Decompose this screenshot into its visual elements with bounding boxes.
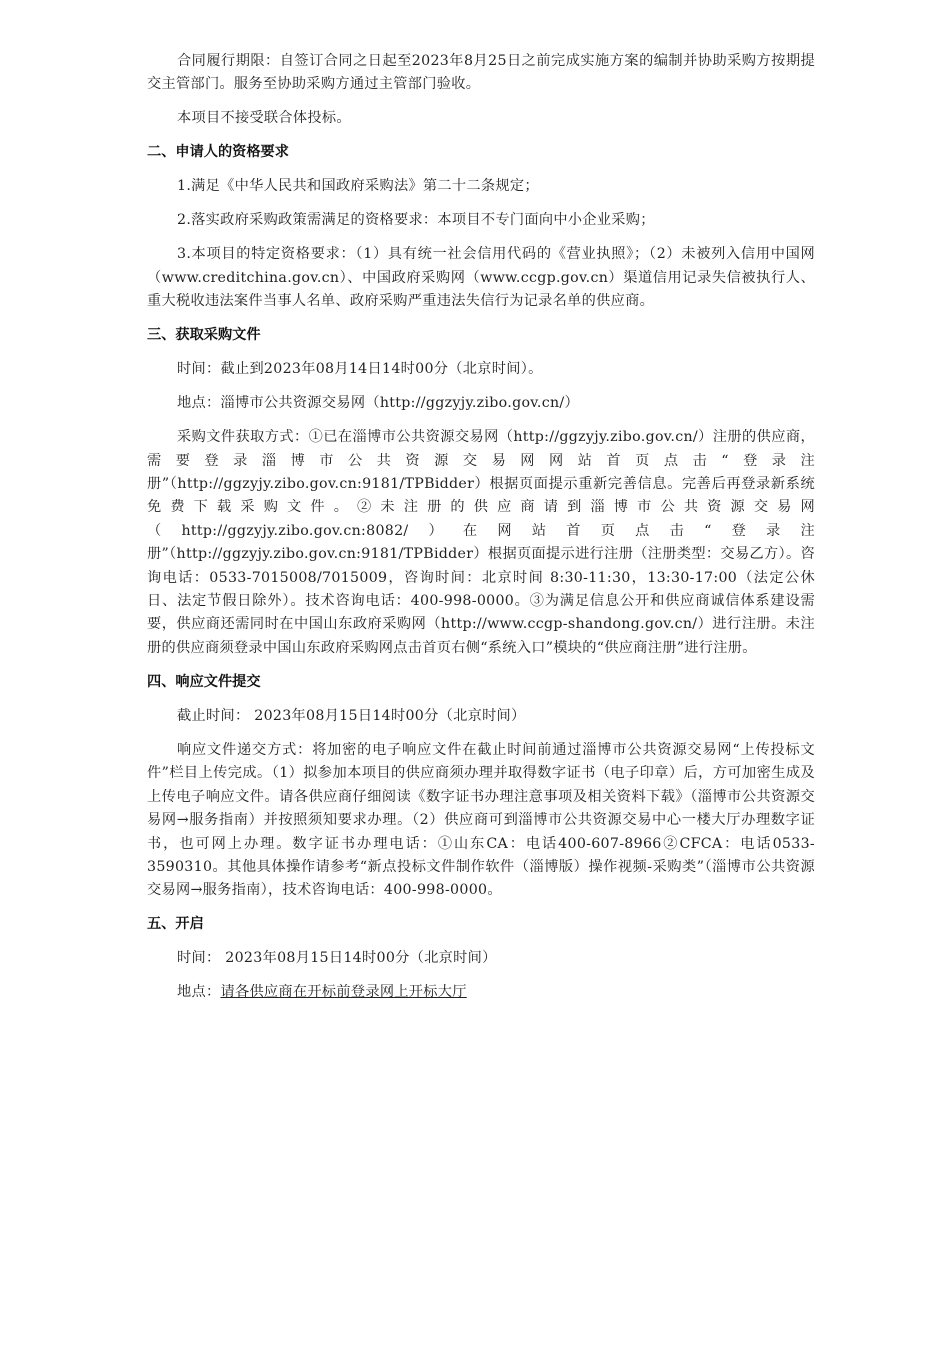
- section2-heading: 二、申请人的资格要求: [147, 144, 289, 161]
- submission-method: 响应文件递交方式：将加密的电子响应文件在截止时间前通过淄博市公共资源交易网“上传投标文件”栏目上传完成。（1）拟参加本项目的供应商须办理并取得数字证书（电子印章）后，方可加密生成及上传电子响应文件。请各供应商仔细阅读《数字证书办理注意事项及相关资料下载》（淄博市公共资源交易网→服务指南）并按照须知要求办理。（2）供应商可到淄博市公共资源交易中心一楼大厅办理数字证书，也可网上办理。数字证书办理电话：①山东CA：电话400-607-8966②CFCA：电话0533-3590310。其他具体操作请参考“新点投标文件制作软件（淄博版）操作视频-采购类”（淄博市公共资源交易网→服务指南），技术咨询电话：400-998-0000。: [147, 741, 815, 899]
- qualification-item-2: 2.落实政府采购政策需满足的资格要求：本项目不专门面向中小企业采购；: [177, 212, 655, 229]
- acquire-method: 采购文件获取方式：①已在淄博市公共资源交易网（http://ggzyjy.zibo.gov.cn/）注册的供应商，需要登录淄博市公共资源交易网网站首页点击“登录注册”（http://ggzyjy.zibo.gov.cn:9181/TPBidder）根据页面提示重新完善信息。完善后再登录新系统免费下载采购文件。②未注册的供应商请到淄博市公共资源交易网（http://ggzyjy.zibo.gov.cn:8082/）在网站首页点击“登录注册”（http://ggzyjy.zibo.gov.cn:9181/TPBidder）根据页面提示进行注册（注册类型：交易乙方）。咨询电话：0533-7015008/7015009，咨询时间：北京时间 8:30-11:30，13:30-17:00（法定公休日、法定节假日除外）。技术咨询电话：400-998-0000。③为满足信息公开和供应商诚信体系建设需要，供应商还需同时在中国山东政府采购网（http://www.ccgp-shandong.gov.cn/）进行注册。未注册的供应商须登录中国山东政府采购网点击首页右侧“系统入口”模块的“供应商注册”进行注册。: [147, 429, 815, 656]
- opening-time: 时间： 2023年08月15日14时00分（北京时间）: [177, 950, 497, 967]
- acquire-place: 地点：淄博市公共资源交易网（http://ggzyjy.zibo.gov.cn/）: [177, 395, 579, 412]
- qualification-item-3: 3.本项目的特定资格要求：（1）具有统一社会信用代码的《营业执照》；（2）未被列入信用中国网（www.creditchina.gov.cn）、中国政府采购网（www.ccgp.gov.cn）渠道信用记录失信被执行人、重大税收违法案件当事人名单、政府采购严重违法失信行为记录名单的供应商。: [147, 246, 815, 310]
- consortium-paragraph: 本项目不接受联合体投标。: [177, 110, 351, 127]
- section3-heading: 三、获取采购文件: [147, 327, 261, 344]
- qualification-item-1: 1.满足《中华人民共和国政府采购法》第二十二条规定；: [177, 178, 539, 195]
- contract-term-paragraph: 合同履行期限：自签订合同之日起至2023年8月25日之前完成实施方案的编制并协助采购方按期提交主管部门。服务至协助采购方通过主管部门验收。: [147, 53, 815, 93]
- submission-deadline: 截止时间： 2023年08月15日14时00分（北京时间）: [177, 707, 526, 724]
- opening-place-label: 地点：: [177, 984, 221, 1001]
- online-bid-hall-link[interactable]: 请各供应商在开标前登录网上开标大厅: [220, 984, 467, 1001]
- acquire-time: 时间：截止到2023年08月14日14时00分（北京时间）。: [177, 361, 543, 378]
- section4-heading: 四、响应文件提交: [147, 673, 261, 690]
- section5-heading: 五、开启: [147, 916, 204, 933]
- opening-place: [147, 981, 815, 1004]
- document-page: [147, 50, 815, 1005]
